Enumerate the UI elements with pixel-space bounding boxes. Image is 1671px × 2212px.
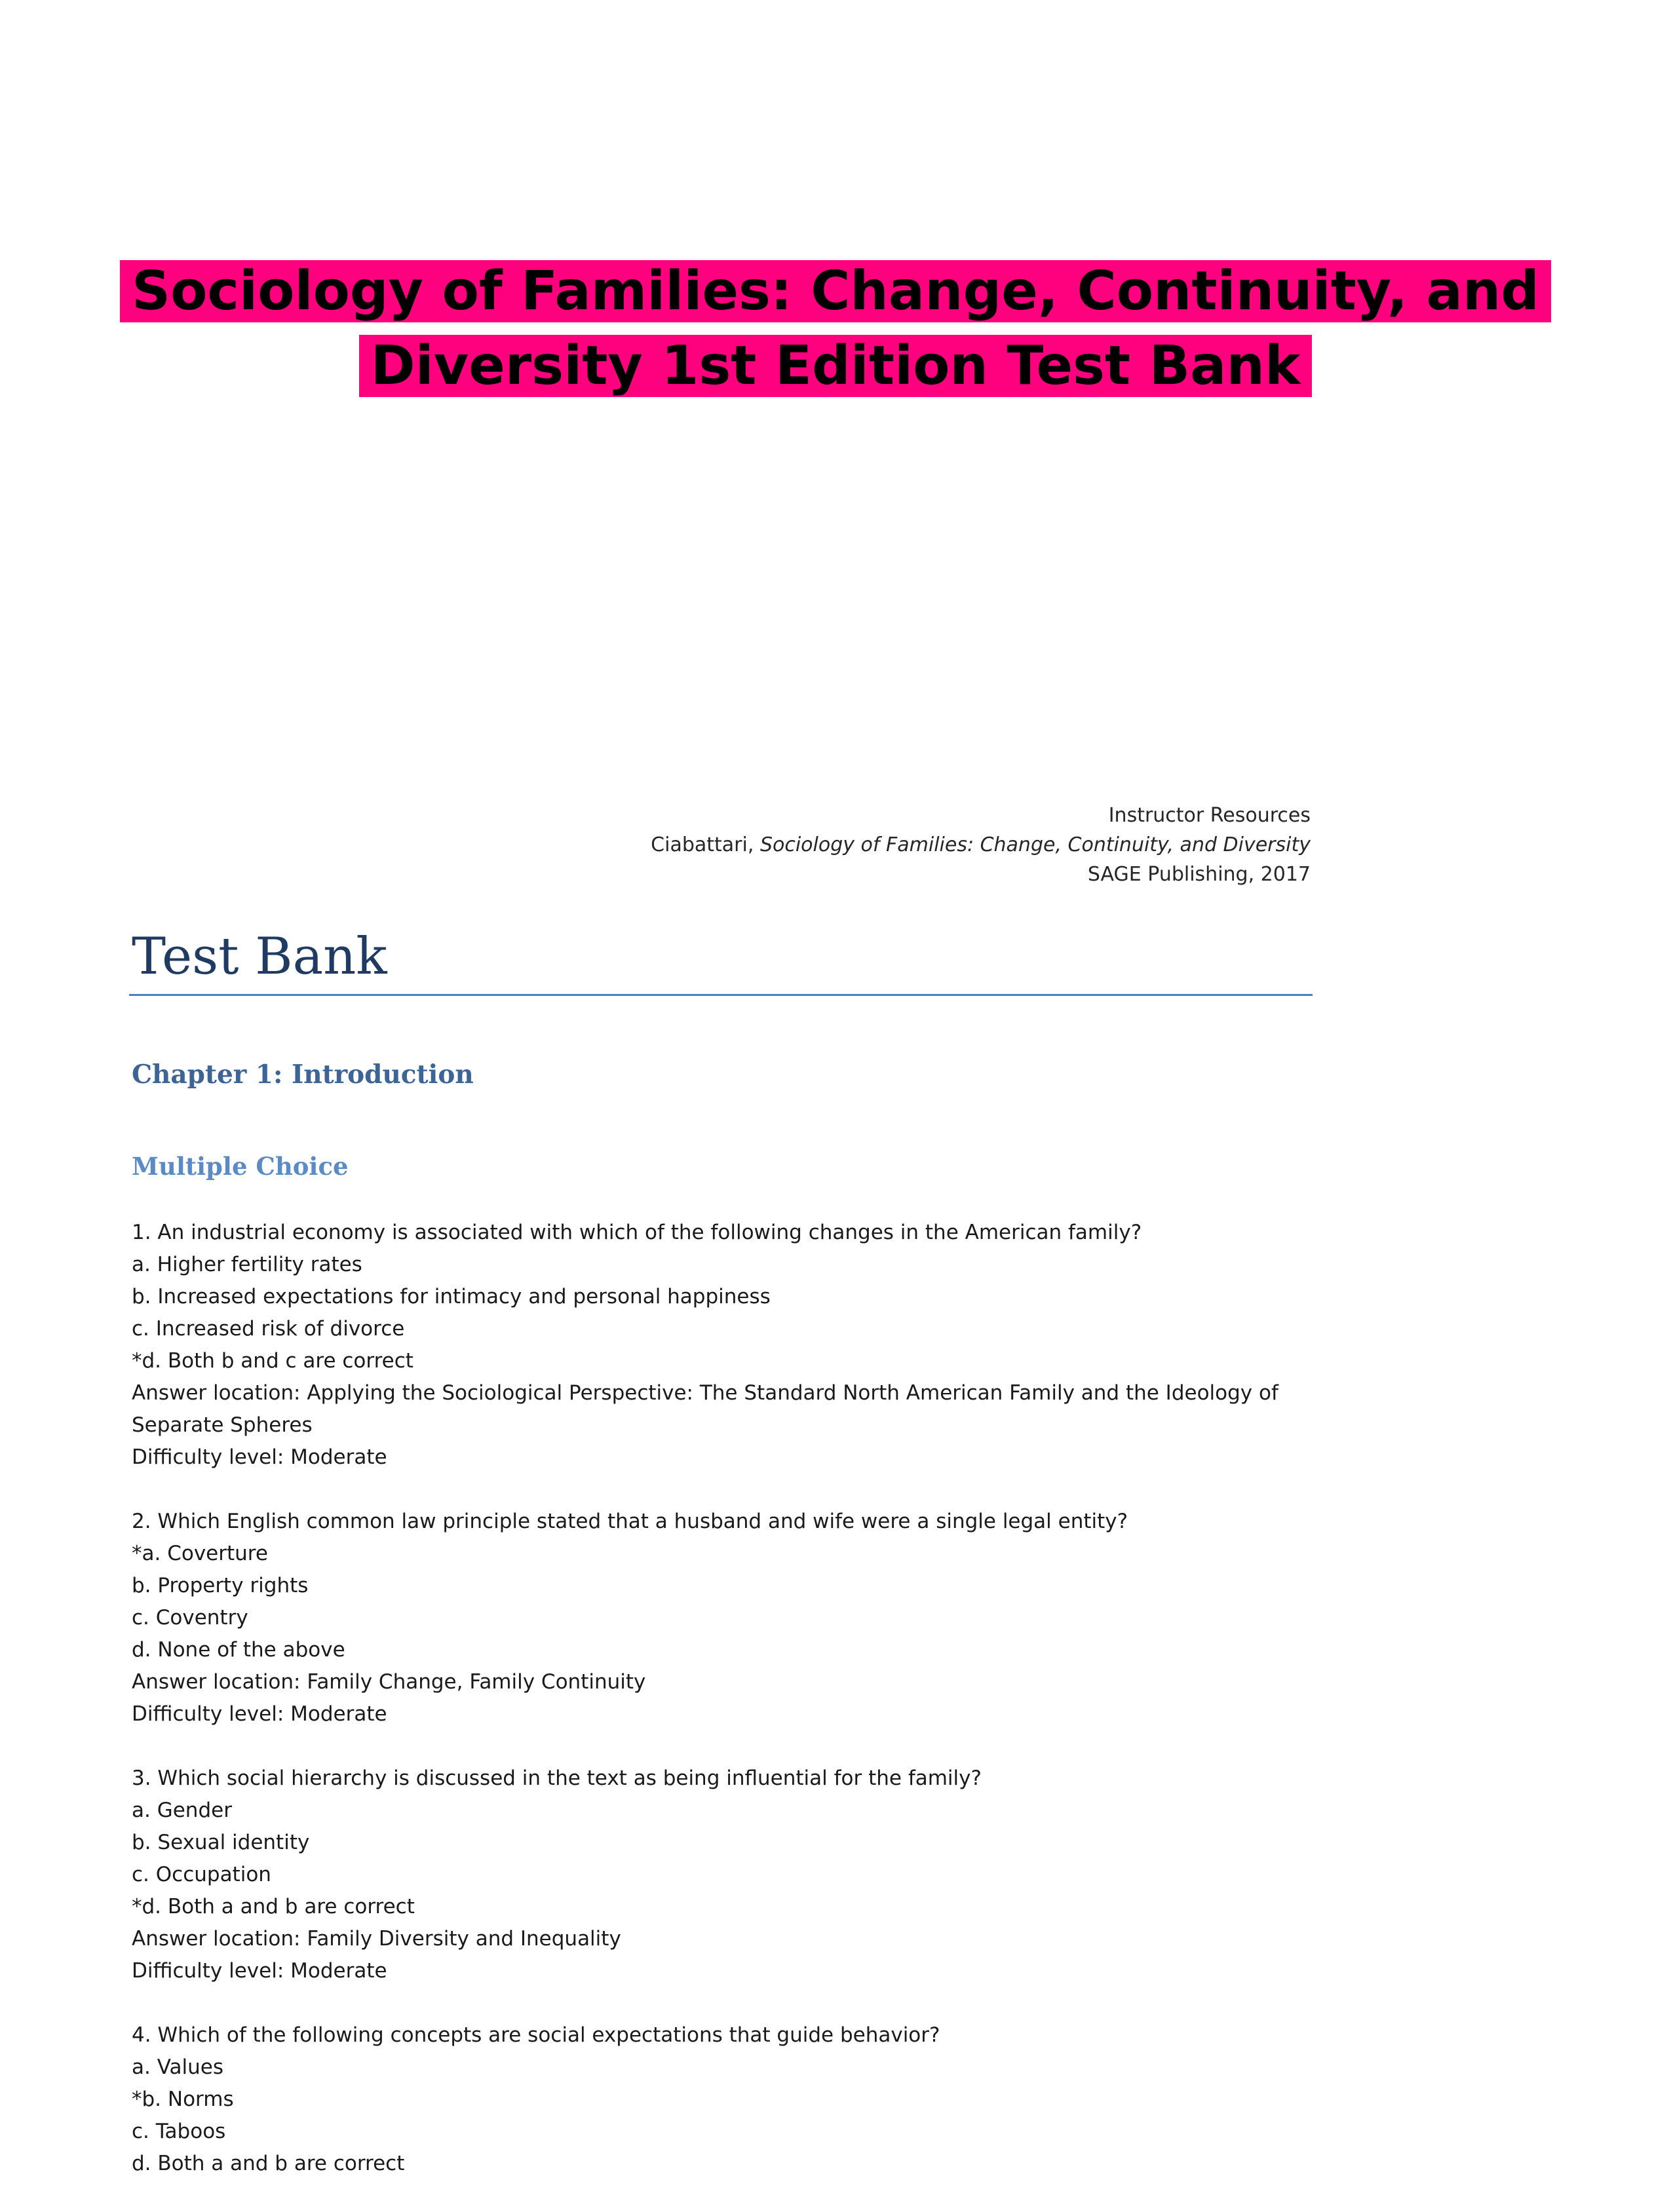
answer-option: c. Taboos: [132, 2120, 226, 2143]
book-title: Sociology of Families: Change, Continuity, and Diversity: [759, 833, 1311, 856]
answer-option: a. Gender: [132, 1799, 232, 1822]
title-underline-divider: [129, 994, 1313, 996]
publisher: SAGE Publishing, 2017: [1087, 863, 1311, 886]
answer-option: c. Increased risk of divorce: [132, 1317, 405, 1341]
section-heading: Multiple Choice: [132, 1152, 349, 1181]
question-stem: 4. Which of the following concepts are social expectations that guide behavior?: [132, 2023, 940, 2047]
question-1: [132, 1217, 1331, 1474]
answer-option-correct: *a. Coverture: [132, 1542, 268, 1565]
question-list: [132, 1217, 1331, 2212]
answer-option-correct: *d. Both a and b are correct: [132, 1895, 415, 1918]
question-stem: 3. Which social hierarchy is discussed in the text as being influential for the family?: [132, 1766, 982, 1790]
difficulty-level: Difficulty level: Moderate: [132, 1702, 387, 1726]
answer-option: b. Property rights: [132, 1574, 309, 1597]
difficulty-level: Difficulty level: Moderate: [132, 1959, 387, 1983]
question-4: [132, 2019, 1331, 2180]
answer-option: b. Sexual identity: [132, 1831, 310, 1854]
banner-line-2: Diversity 1st Edition Test Bank: [359, 335, 1313, 397]
instructor-resources-header: [651, 801, 1311, 889]
resources-label: Instructor Resources: [1108, 804, 1311, 827]
answer-option: a. Higher fertility rates: [132, 1253, 362, 1276]
answer-option: b. Increased expectations for intimacy and personal happiness: [132, 1285, 771, 1308]
question-2: [132, 1506, 1331, 1730]
answer-location: Answer location: Family Change, Family Continuity: [132, 1670, 646, 1694]
page-title: Test Bank: [132, 927, 387, 986]
answer-option: d. Both a and b are correct: [132, 2152, 405, 2175]
document-banner-title: [0, 254, 1671, 404]
question-stem: 2. Which English common law principle stated that a husband and wife were a single legal entity?: [132, 1510, 1128, 1533]
answer-option-correct: *d. Both b and c are correct: [132, 1349, 413, 1373]
author: Ciabattari,: [651, 833, 754, 856]
citation-line: [651, 830, 1311, 860]
answer-location: Answer location: Applying the Sociological Perspective: The Standard North American Family and the Ideology of Separate Spheres: [132, 1381, 1285, 1437]
answer-option-correct: *b. Norms: [132, 2088, 234, 2111]
answer-location: Answer location: Family Diversity and Inequality: [132, 1927, 621, 1951]
difficulty-level: Difficulty level: Moderate: [132, 1445, 387, 1469]
answer-option: c. Occupation: [132, 1863, 271, 1886]
banner-line-1: Sociology of Families: Change, Continuity, and: [120, 260, 1551, 322]
question-3: [132, 1763, 1331, 1987]
chapter-heading: Chapter 1: Introduction: [132, 1059, 474, 1090]
answer-option: c. Coventry: [132, 1606, 248, 1630]
answer-option: d. None of the above: [132, 1638, 345, 1662]
question-stem: 1. An industrial economy is associated with which of the following changes in the American family?: [132, 1221, 1142, 1244]
answer-option: a. Values: [132, 2055, 223, 2079]
